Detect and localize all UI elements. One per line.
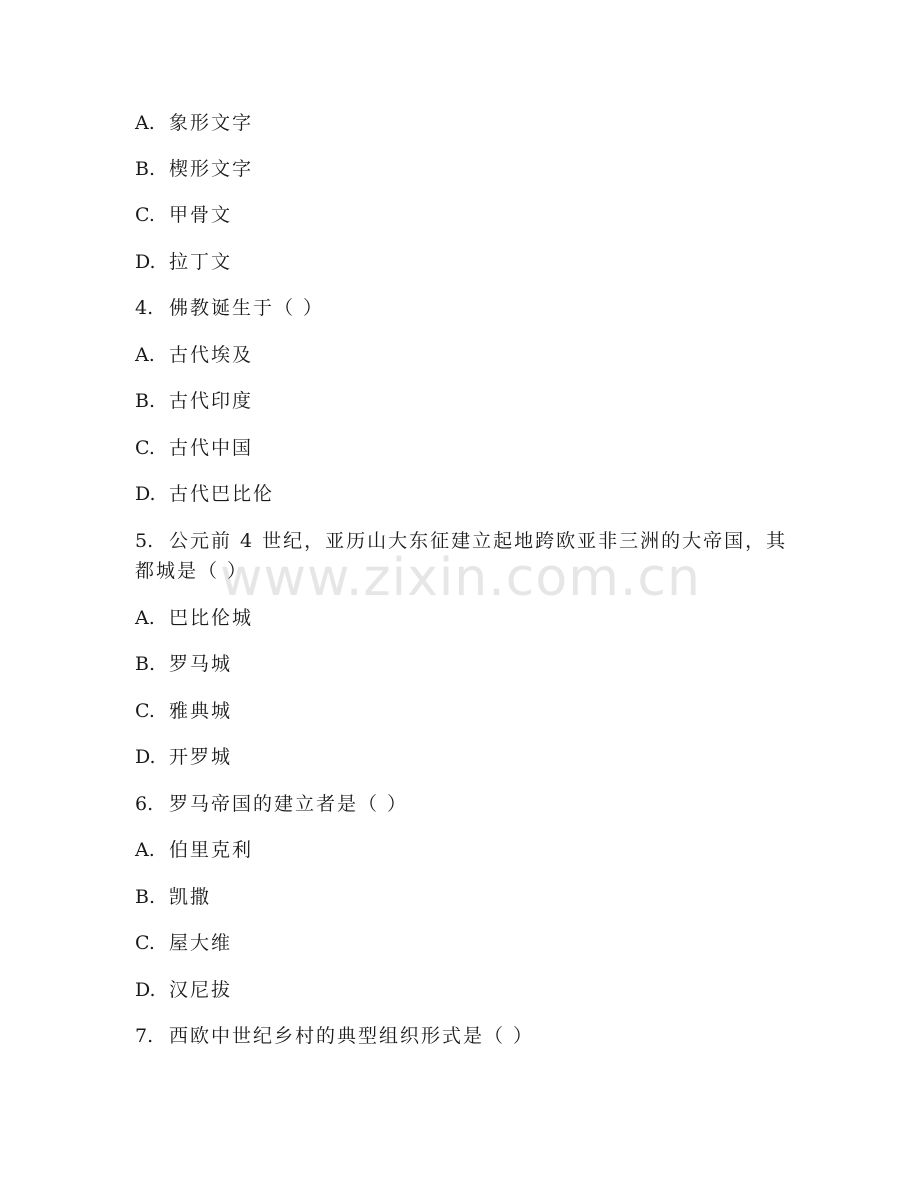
- question-number: 7.: [135, 1025, 154, 1047]
- option-text: 象形文字: [169, 112, 254, 134]
- option-text: 楔形文字: [169, 158, 254, 180]
- q5-option-b: [135, 652, 232, 676]
- option-text: 拉丁文: [169, 251, 233, 273]
- q3-option-c: [135, 203, 232, 227]
- q3-option-b: [135, 157, 253, 181]
- question-text: 公元前 4 世纪，亚历山大东征建立起地跨欧亚非三洲的大帝国，其: [169, 530, 788, 552]
- q4-option-c: [135, 436, 253, 460]
- question-text: 西欧中世纪乡村的典型组织形式是（ ）: [169, 1025, 535, 1047]
- option-text: 凯撒: [169, 886, 212, 908]
- option-text: 巴比伦城: [169, 607, 254, 629]
- question-text: 罗马帝国的建立者是（ ）: [169, 793, 409, 815]
- option-text: 古代埃及: [169, 344, 254, 366]
- option-text: 罗马城: [169, 653, 233, 675]
- q4-option-b: [135, 389, 253, 413]
- option-label: B.: [135, 158, 156, 180]
- option-label: A.: [135, 607, 155, 629]
- option-label: B.: [135, 653, 156, 675]
- option-text: 雅典城: [169, 700, 233, 722]
- question-number: 4.: [135, 297, 154, 319]
- option-text: 汉尼拔: [169, 979, 233, 1001]
- option-label: A.: [135, 344, 155, 366]
- q6-option-b: [135, 885, 211, 909]
- question-text: 都城是（ ）: [135, 560, 249, 582]
- option-text: 屋大维: [169, 932, 233, 954]
- option-label: C.: [135, 437, 155, 459]
- option-text: 古代中国: [169, 437, 254, 459]
- question-5-continued: [135, 559, 248, 583]
- q6-option-c: [135, 931, 232, 955]
- question-7: [135, 1024, 534, 1048]
- question-number: 5.: [135, 530, 154, 552]
- option-label: B.: [135, 886, 156, 908]
- question-number: 6.: [135, 793, 154, 815]
- option-text: 开罗城: [169, 746, 233, 768]
- watermark: www.zixin.com.cn: [220, 548, 701, 608]
- q5-option-c: [135, 699, 232, 723]
- option-label: B.: [135, 390, 156, 412]
- option-label: A.: [135, 839, 155, 861]
- q6-option-a: [135, 838, 253, 862]
- option-text: 古代印度: [169, 390, 254, 412]
- option-label: C.: [135, 700, 155, 722]
- option-text: 古代巴比伦: [169, 483, 275, 505]
- question-6: [135, 792, 408, 816]
- option-label: D.: [135, 746, 156, 768]
- question-4: [135, 296, 324, 320]
- q3-option-a: [135, 111, 253, 135]
- option-text: 甲骨文: [169, 204, 233, 226]
- option-text: 伯里克利: [169, 839, 254, 861]
- option-label: D.: [135, 979, 156, 1001]
- q3-option-d: [135, 250, 232, 274]
- q4-option-d: [135, 482, 274, 506]
- q6-option-d: [135, 978, 232, 1002]
- question-5: [135, 529, 787, 553]
- option-label: D.: [135, 251, 156, 273]
- q4-option-a: [135, 343, 253, 367]
- question-text: 佛教诞生于（ ）: [169, 297, 325, 319]
- q5-option-d: [135, 745, 232, 769]
- option-label: A.: [135, 112, 155, 134]
- q5-option-a: [135, 606, 253, 630]
- option-label: C.: [135, 204, 155, 226]
- option-label: D.: [135, 483, 156, 505]
- option-label: C.: [135, 932, 155, 954]
